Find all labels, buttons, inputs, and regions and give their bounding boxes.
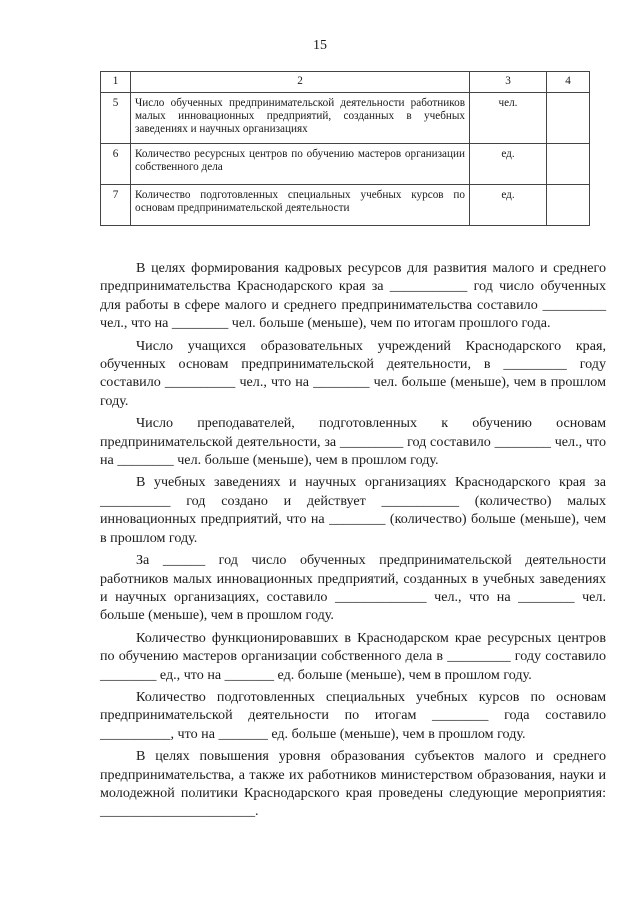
row-value <box>547 93 590 144</box>
row-unit: ед. <box>470 185 547 226</box>
indicators-table <box>100 71 590 226</box>
paragraph-education-measures: В целях повышения уровня образования субъектов малого и среднего предпринимательства, а также их работников министерством образования, науки и молодежной политики Краснодарского края проведены следующие мероприятия: ______________________. <box>100 748 606 820</box>
report-body <box>100 259 606 821</box>
table-header-cell: 2 <box>131 72 470 93</box>
row-indicator: Количество ресурсных центров по обучению мастеров организации собственного дела <box>131 144 470 185</box>
page-number: 15 <box>313 38 327 53</box>
row-number: 5 <box>101 93 131 144</box>
row-value <box>547 185 590 226</box>
paragraph-students-trained: Число учащихся образовательных учреждений Краснодарского края, обученных основам предпринимательской деятельности, в _________ году составило __________ чел., что на ________ чел. больше (меньше), чем в прошлом году. <box>100 337 606 409</box>
table-header-cell: 3 <box>470 72 547 93</box>
paragraph-staff-training: В целях формирования кадровых ресурсов для развития малого и среднего предпринимательства Краснодарского края за ___________ год число обученных для работы в сфере малого и среднего предпринимательства составило _________ чел., что на ________ чел. больше (меньше), чем по итогам прошлого года. <box>100 260 606 332</box>
row-unit: чел. <box>470 93 547 144</box>
table-row <box>101 93 590 144</box>
row-value <box>547 144 590 185</box>
paragraph-teachers-trained: Число преподавателей, подготовленных к обучению основам предпринимательской деятельности, за _________ год составило ________ чел., что на ________ чел. больше (меньше), чем в прошлом году. <box>100 415 606 469</box>
table-header-cell: 4 <box>547 72 590 93</box>
row-number: 7 <box>101 185 131 226</box>
row-indicator: Число обученных предпринимательской деятельности работников малых инновационных предприятий, созданных в учебных заведениях и научных организациях <box>131 93 470 144</box>
table-row <box>101 144 590 185</box>
paragraph-innovative-enterprises: В учебных заведениях и научных организациях Краснодарского края за __________ год создано и действует ___________ (количество) малых инновационных предприятий, что на ________ (количество) больше (меньше), чем в прошлом году. <box>100 474 606 546</box>
paragraph-training-courses: Количество подготовленных специальных учебных курсов по основам предпринимательской деятельности по итогам ________ года составило __________, что на _______ ед. больше (меньше), чем в прошлом году. <box>100 688 606 742</box>
table-header-row <box>101 72 590 93</box>
table-header-cell: 1 <box>101 72 131 93</box>
paragraph-resource-centers: Количество функционировавших в Краснодарском крае ресурсных центров по обучению мастеров организации собственного дела в _________ году составило ________ ед., что на _______ ед. больше (меньше), чем в прошлом году. <box>100 629 606 683</box>
table-row <box>101 185 590 226</box>
row-indicator: Количество подготовленных специальных учебных курсов по основам предпринимательской деятельности <box>131 185 470 226</box>
row-unit: ед. <box>470 144 547 185</box>
row-number: 6 <box>101 144 131 185</box>
paragraph-enterprise-workers-trained: За ______ год число обученных предпринимательской деятельности работников малых инновационных предприятий, созданных в учебных заведениях и научных организациях, составило _____________ чел., что на ________ чел. больше (меньше), чем в прошлом году. <box>100 552 606 624</box>
